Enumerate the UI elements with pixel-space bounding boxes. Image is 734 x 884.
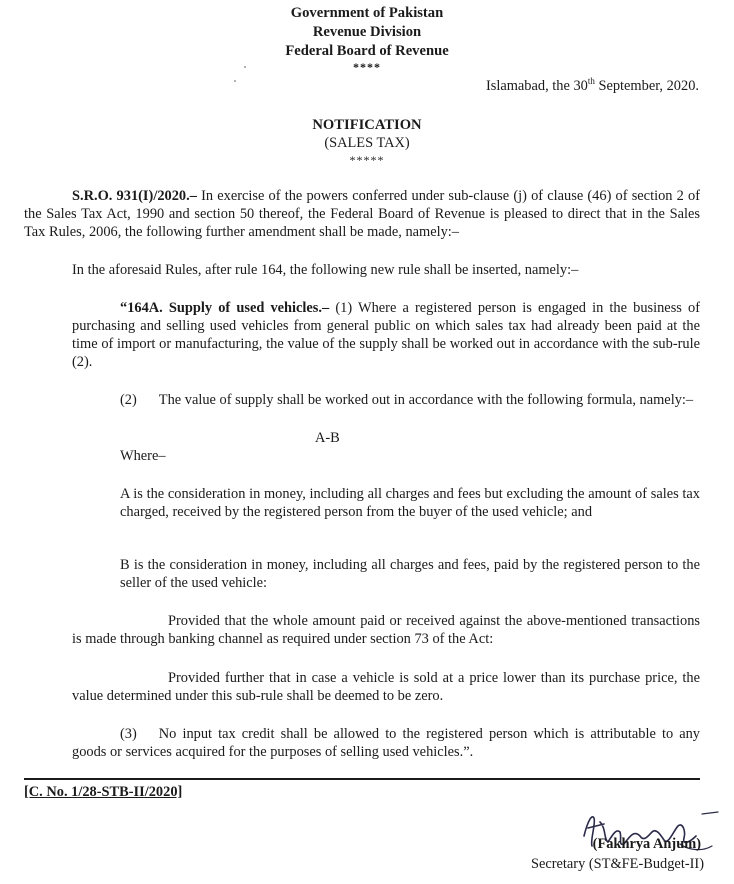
scan-speck	[234, 80, 236, 82]
sub-rule-3-number: (3)	[120, 726, 137, 742]
sro-number: S.R.O. 931(I)/2020.–	[72, 188, 197, 204]
proviso-2: Provided further that in case a vehicle is sold at a price lower than its purchase price, the value determined under this sub-rule shall be deemed to be zero.	[72, 670, 700, 704]
rule-heading: “164A. Supply of used vehicles.–	[120, 300, 330, 316]
place-date-suffix: September, 2020.	[594, 78, 699, 94]
place-date	[0, 77, 699, 95]
place-date-prefix: Islamabad, the 30	[485, 78, 588, 94]
proviso-1: Provided that the whole amount paid or received against the above-mentioned transactions is made through banking channel as required under section 73 of the Act:	[72, 613, 700, 647]
header-stars: ****	[353, 60, 381, 74]
file-reference: [C. No. 1/28-STB-II/2020]	[24, 784, 183, 800]
sro-text: In exercise of the powers conferred under sub-clause (j) of clause (46) of section 2 of the Sales Tax Act, 1990 and section 50 thereof, the Federal Board of Revenue is pleased to direct that in the Sales Tax Rules, 2006, the following further amendment shall be made, namely:–	[24, 188, 700, 240]
signatory-designation: Secretary (ST&FE-Budget-II)	[530, 856, 704, 872]
sub-rule-3-paragraph	[72, 725, 700, 761]
divider-line	[24, 778, 700, 780]
signatory-name: (Fakhrya Anjum)	[592, 836, 701, 852]
notification-heading: NOTIFICATION	[312, 117, 422, 133]
sub-rule-3-text: No input tax credit shall be allowed to the registered person which is attributable to any goods or services acquired for the purposes of selling used vehicles.”.	[72, 726, 700, 760]
where-label: Where–	[120, 448, 166, 464]
rule-164a-paragraph	[72, 299, 700, 371]
notification-stars: *****	[349, 153, 385, 167]
intro-paragraph: In the aforesaid Rules, after rule 164, the following new rule shall be inserted, namely:–	[72, 262, 579, 278]
formula: A-B	[315, 430, 340, 446]
sro-paragraph	[24, 187, 700, 241]
scan-speck	[244, 66, 246, 68]
rule-sub1-text: (1) Where a registered person is engaged in the business of purchasing and selling used vehicles from general public on which sales tax had already been paid at the time of import or manufacturing, the value of the supply shall be worked out in accordance with the sub-rule (2).	[72, 300, 701, 370]
definition-b: B is the consideration in money, including all charges and fees, paid by the registered person to the seller of the used vehicle:	[120, 557, 700, 591]
sub-rule-2-text: The value of supply shall be worked out in accordance with the following formula, namely:–	[158, 392, 694, 408]
place-date-sup: th	[587, 76, 595, 87]
sub-rule-2-number: (2)	[120, 392, 137, 408]
sub-rule-2-paragraph	[72, 391, 700, 409]
header-board: Federal Board of Revenue	[285, 43, 449, 59]
header-government: Government of Pakistan	[290, 5, 444, 21]
header-division: Revenue Division	[312, 24, 422, 40]
notification-subheading: (SALES TAX)	[324, 135, 410, 151]
definition-a: A is the consideration in money, including all charges and fees but excluding the amount of sales tax charged, received by the registered person from the buyer of the used vehicle; and	[120, 486, 700, 520]
